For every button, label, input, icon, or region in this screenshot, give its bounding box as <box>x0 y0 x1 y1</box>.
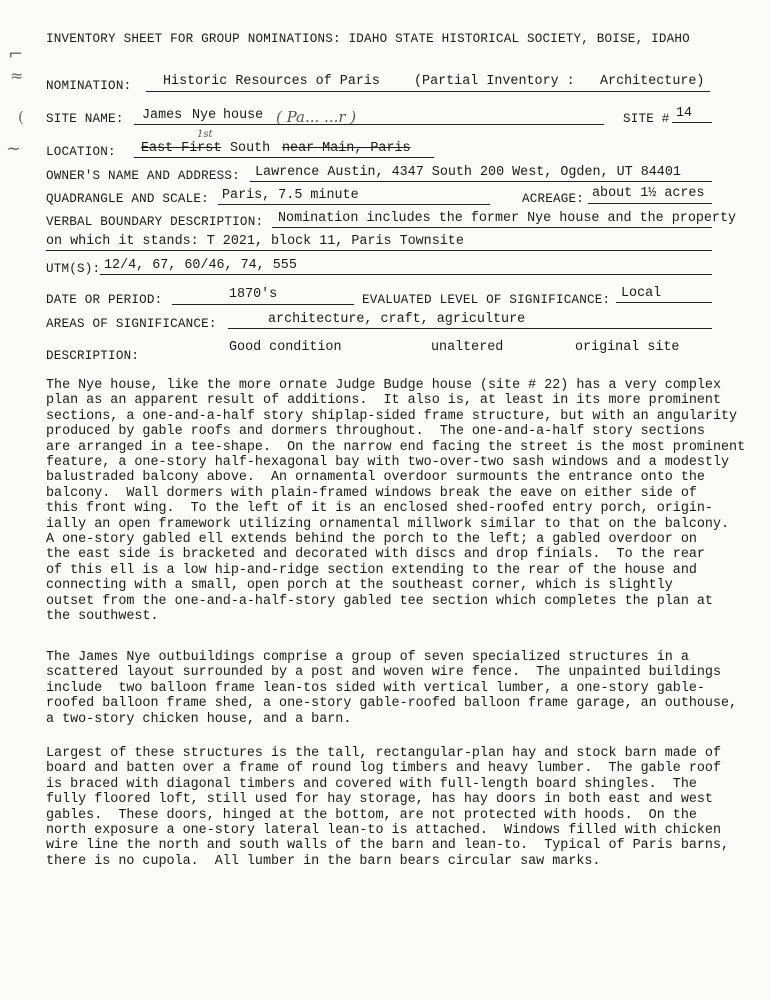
site-name-value-a: James <box>142 108 183 123</box>
date-underline <box>172 304 354 305</box>
site-name-underline <box>134 124 604 125</box>
significance-level-label: EVALUATED LEVEL OF SIGNIFICANCE: <box>362 293 611 307</box>
boundary-underline-2 <box>46 250 712 251</box>
nomination-label: NOMINATION: <box>46 79 132 93</box>
site-number-label: SITE # <box>623 112 670 126</box>
utm-label: UTM(S): <box>46 262 101 276</box>
description-alteration: unaltered <box>431 340 504 355</box>
nomination-note: (Partial Inventory : <box>414 74 575 89</box>
acreage-value: about 1½ acres <box>592 186 705 201</box>
date-value: 1870's <box>229 287 278 302</box>
quadrangle-value: Paris, 7.5 minute <box>222 188 359 203</box>
site-name-label: SITE NAME: <box>46 112 124 126</box>
boundary-underline-1 <box>272 227 712 228</box>
quadrangle-label: QUADRANGLE AND SCALE: <box>46 192 209 206</box>
location-struck-b: near Main, Paris <box>282 141 411 156</box>
areas-underline <box>228 328 712 329</box>
date-label: DATE OR PERIOD: <box>46 293 163 307</box>
location-inserted: 1st <box>197 129 213 140</box>
margin-mark: ~ <box>6 138 22 159</box>
owner-label: OWNER'S NAME AND ADDRESS: <box>46 169 240 183</box>
acreage-underline <box>588 203 712 204</box>
boundary-value-line2: on which it stands: T 2021, block 11, Paris Townsite <box>46 234 464 249</box>
location-underline <box>134 157 434 158</box>
utm-underline <box>100 274 712 275</box>
quadrangle-underline <box>218 204 490 205</box>
description-site: original site <box>575 340 680 355</box>
description-condition: Good condition <box>229 340 342 355</box>
location-value: South <box>230 141 271 156</box>
site-number-value: 14 <box>676 106 693 121</box>
significance-level-value: Local <box>621 286 662 301</box>
boundary-label: VERBAL BOUNDARY DESCRIPTION: <box>46 215 264 229</box>
acreage-label: ACREAGE: <box>522 192 585 206</box>
significance-level-underline <box>616 302 712 303</box>
site-name-value-c: house <box>223 108 264 123</box>
boundary-value-line1: Nomination includes the former Nye house and the property <box>278 211 737 226</box>
site-name-value-b: Nye <box>192 108 217 123</box>
owner-value: Lawrence Austin, 4347 South 200 West, Ogden, UT 84401 <box>255 165 681 180</box>
site-number-underline <box>672 122 712 123</box>
owner-underline <box>250 181 712 182</box>
margin-mark: ≈ <box>10 66 24 85</box>
margin-mark: ⌐ <box>8 44 24 65</box>
nomination-value: Historic Resources of Paris <box>163 74 380 89</box>
site-name-handwritten: ( Pa... ...r ) <box>276 108 357 126</box>
location-label: LOCATION: <box>46 145 116 159</box>
paragraph-house: The Nye house, like the more ornate Judge Budge house (site # 22) has a very complex plan as an apparent result of additions. It also is, at least in its more prominent sections, a one-and-a-half story shiplap-sided frame structure, but with an angularity produced by gable roofs and dormers throughout. The one-and-a-half story sections are arranged in a tee-shape. On the narrow end facing the street is the most prominent feature, a one-story half-hexagonal bay with two-over-two sash windows and a modestly balustraded balcony above. An ornamental overdoor surmounts the entrance onto the balcony. Wall dormers with plain-framed windows break the eave on either side of this front wing. To the left of it is an enclosed shed-roofed entry porch, origin- ially an open framework utilizing ornamental millwork similar to that on the balcony. A one-story gabled ell extends behind the porch to the left; a gabled overdoor on the east side is bracketed and decorated with discs and drop finials. To the rear of this ell is a low hip-and-ridge section extending to the rear of the house and connecting with a small, open porch at the southeast corner, which is slightly outset from the one-and-a-half-story gabled tee section which completes the plan at the southwest. <box>46 378 746 625</box>
nomination-underline <box>146 91 710 92</box>
description-label: DESCRIPTION: <box>46 349 140 363</box>
paragraph-barn: Largest of these structures is the tall, rectangular-plan hay and stock barn made of board and batten over a frame of round log timbers and heavy lumber. The gable roof is braced with diagonal timbers and covered with full-length board shingles. The fully floored loft, still used for hay storage, has hay doors in both east and west gables. These doors, hinged at the bottom, are not protected with hoods. On the north exposure a one-story lateral lean-to is attached. Windows filled with chicken wire line the north and south walls of the barn and lean-to. Typical of Paris barns, there is no cupola. All lumber in the barn bears circular saw marks. <box>46 746 730 869</box>
areas-value: architecture, craft, agriculture <box>268 312 526 327</box>
utm-value: 12/4, 67, 60/46, 74, 555 <box>104 258 297 273</box>
margin-mark: ( <box>18 108 24 126</box>
location-struck-a: East First <box>141 141 222 156</box>
form-header: INVENTORY SHEET FOR GROUP NOMINATIONS: IDAHO STATE HISTORICAL SOCIETY, BOISE, IDAHO <box>46 32 690 46</box>
nomination-note-2: Architecture) <box>600 74 705 89</box>
paragraph-outbuildings: The James Nye outbuildings comprise a group of seven specialized structures in a scattered layout surrounded by a post and woven wire fence. The unpainted buildings include two balloon frame lean-tos sided with vertical lumber, a one-story gable- roofed balloon frame shed, a one-story gable-roofed balloon frame garage, an outhouse, a two-story chicken house, and a barn. <box>46 650 738 727</box>
areas-label: AREAS OF SIGNIFICANCE: <box>46 317 217 331</box>
